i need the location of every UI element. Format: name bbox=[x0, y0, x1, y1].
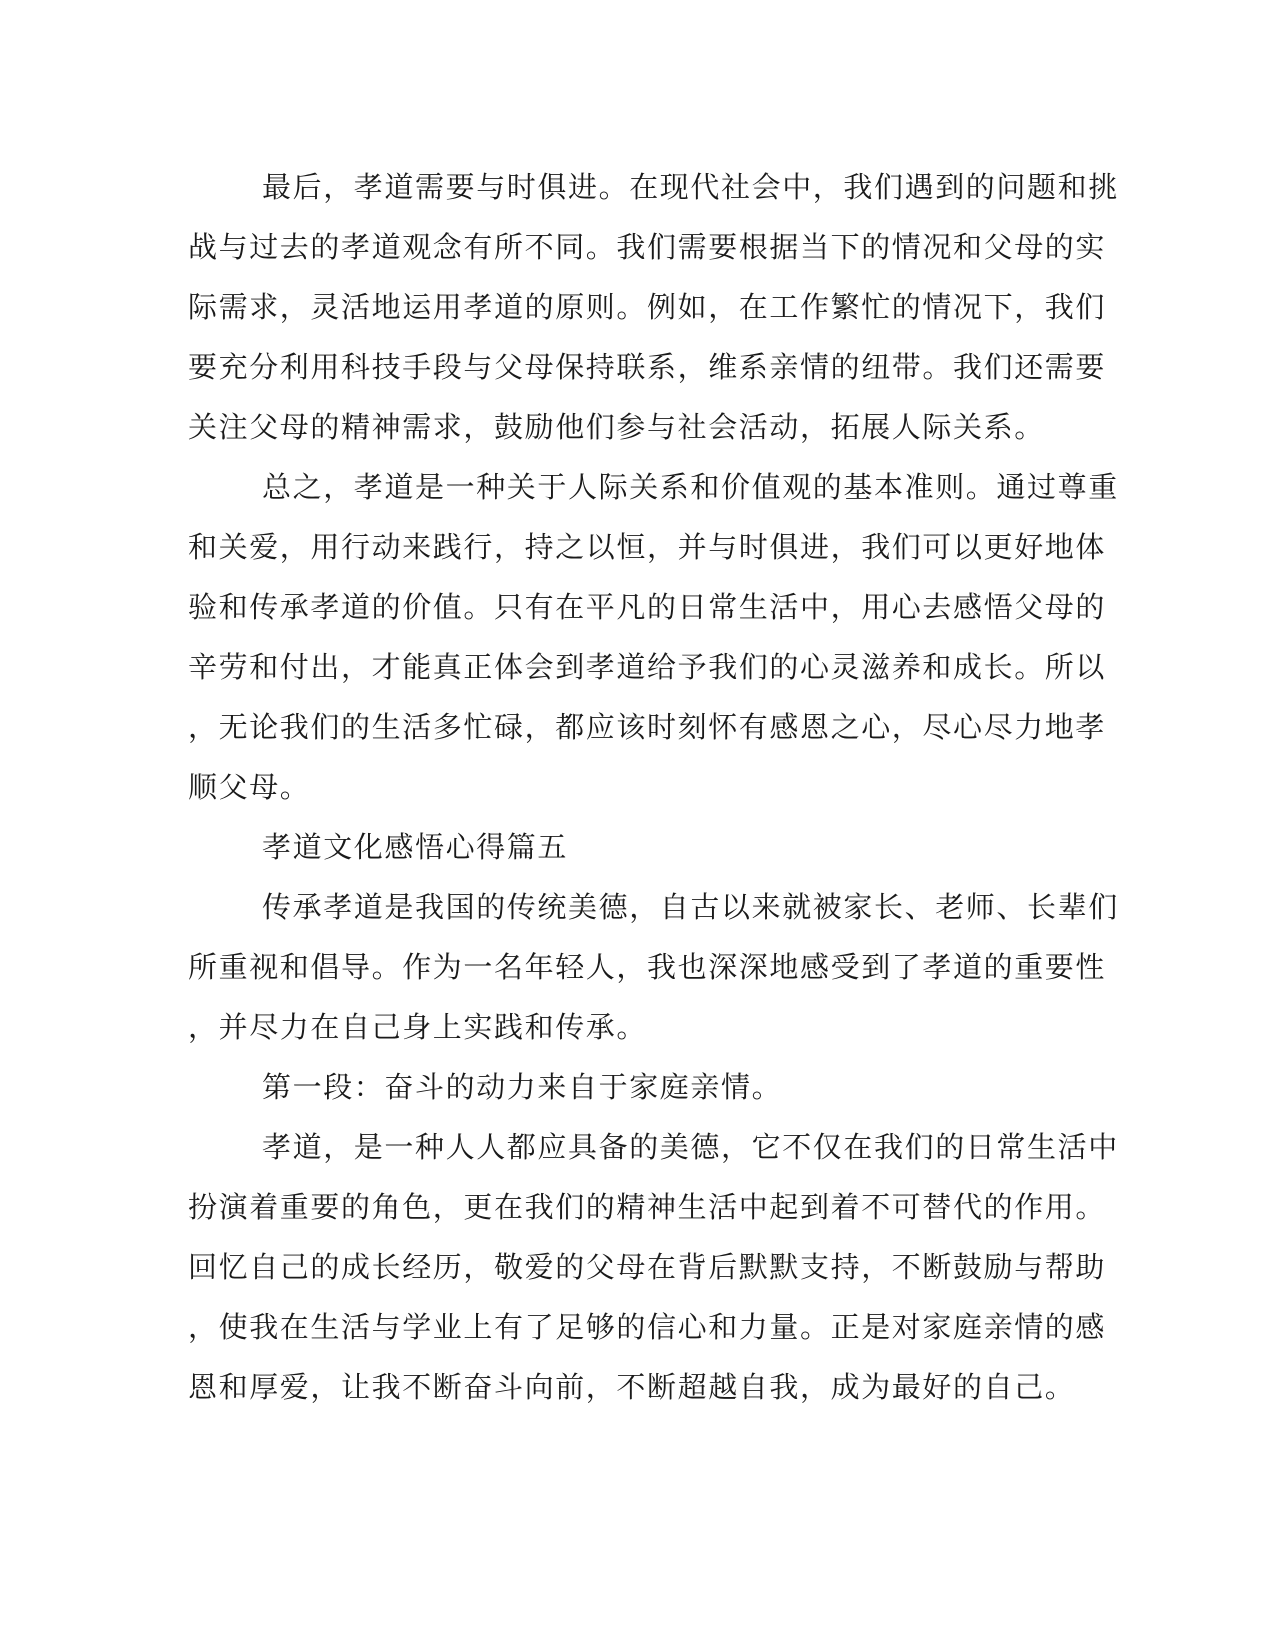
text-line: 关注父母的精神需求，鼓励他们参与社会活动，拓展人际关系。 bbox=[188, 410, 1045, 444]
text-line: 总之，孝道是一种关于人际关系和价值观的基本准则。通过尊重 bbox=[262, 470, 1119, 504]
text-line: 扮演着重要的角色，更在我们的精神生活中起到着不可替代的作用。 bbox=[188, 1190, 1107, 1224]
text-line: 和关爱，用行动来践行，持之以恒，并与时俱进，我们可以更好地体 bbox=[188, 530, 1107, 564]
section-heading: 孝道文化感悟心得篇五 bbox=[262, 830, 569, 864]
text-line: 孝道，是一种人人都应具备的美德，它不仅在我们的日常生活中 bbox=[262, 1130, 1119, 1164]
text-line: 要充分利用科技手段与父母保持联系，维系亲情的纽带。我们还需要 bbox=[188, 350, 1107, 384]
text-line: 恩和厚爱，让我不断奋斗向前，不断超越自我，成为最好的自己。 bbox=[188, 1370, 1076, 1404]
text-line: 战与过去的孝道观念有所不同。我们需要根据当下的情况和父母的实 bbox=[188, 230, 1107, 264]
text-line: 辛劳和付出，才能真正体会到孝道给予我们的心灵滋养和成长。所以 bbox=[188, 650, 1107, 684]
text-line: 传承孝道是我国的传统美德，自古以来就被家长、老师、长辈们 bbox=[262, 890, 1119, 924]
text-line: 所重视和倡导。作为一名年轻人，我也深深地感受到了孝道的重要性 bbox=[188, 950, 1107, 984]
text-line: 回忆自己的成长经历，敬爱的父母在背后默默支持，不断鼓励与帮助 bbox=[188, 1250, 1107, 1284]
text-line: ，无论我们的生活多忙碌，都应该时刻怀有感恩之心，尽心尽力地孝 bbox=[188, 710, 1107, 744]
document-body bbox=[188, 157, 1119, 1417]
text-line: ，使我在生活与学业上有了足够的信心和力量。正是对家庭亲情的感 bbox=[188, 1310, 1107, 1344]
text-line: 最后，孝道需要与时俱进。在现代社会中，我们遇到的问题和挑 bbox=[262, 170, 1119, 204]
text-line: 顺父母。 bbox=[188, 770, 311, 804]
text-line: 验和传承孝道的价值。只有在平凡的日常生活中，用心去感悟父母的 bbox=[188, 590, 1107, 624]
text-line: ，并尽力在自己身上实践和传承。 bbox=[188, 1010, 648, 1044]
text-line: 际需求，灵活地运用孝道的原则。例如，在工作繁忙的情况下，我们 bbox=[188, 290, 1107, 324]
subsection-heading: 第一段：奋斗的动力来自于家庭亲情。 bbox=[262, 1070, 783, 1104]
